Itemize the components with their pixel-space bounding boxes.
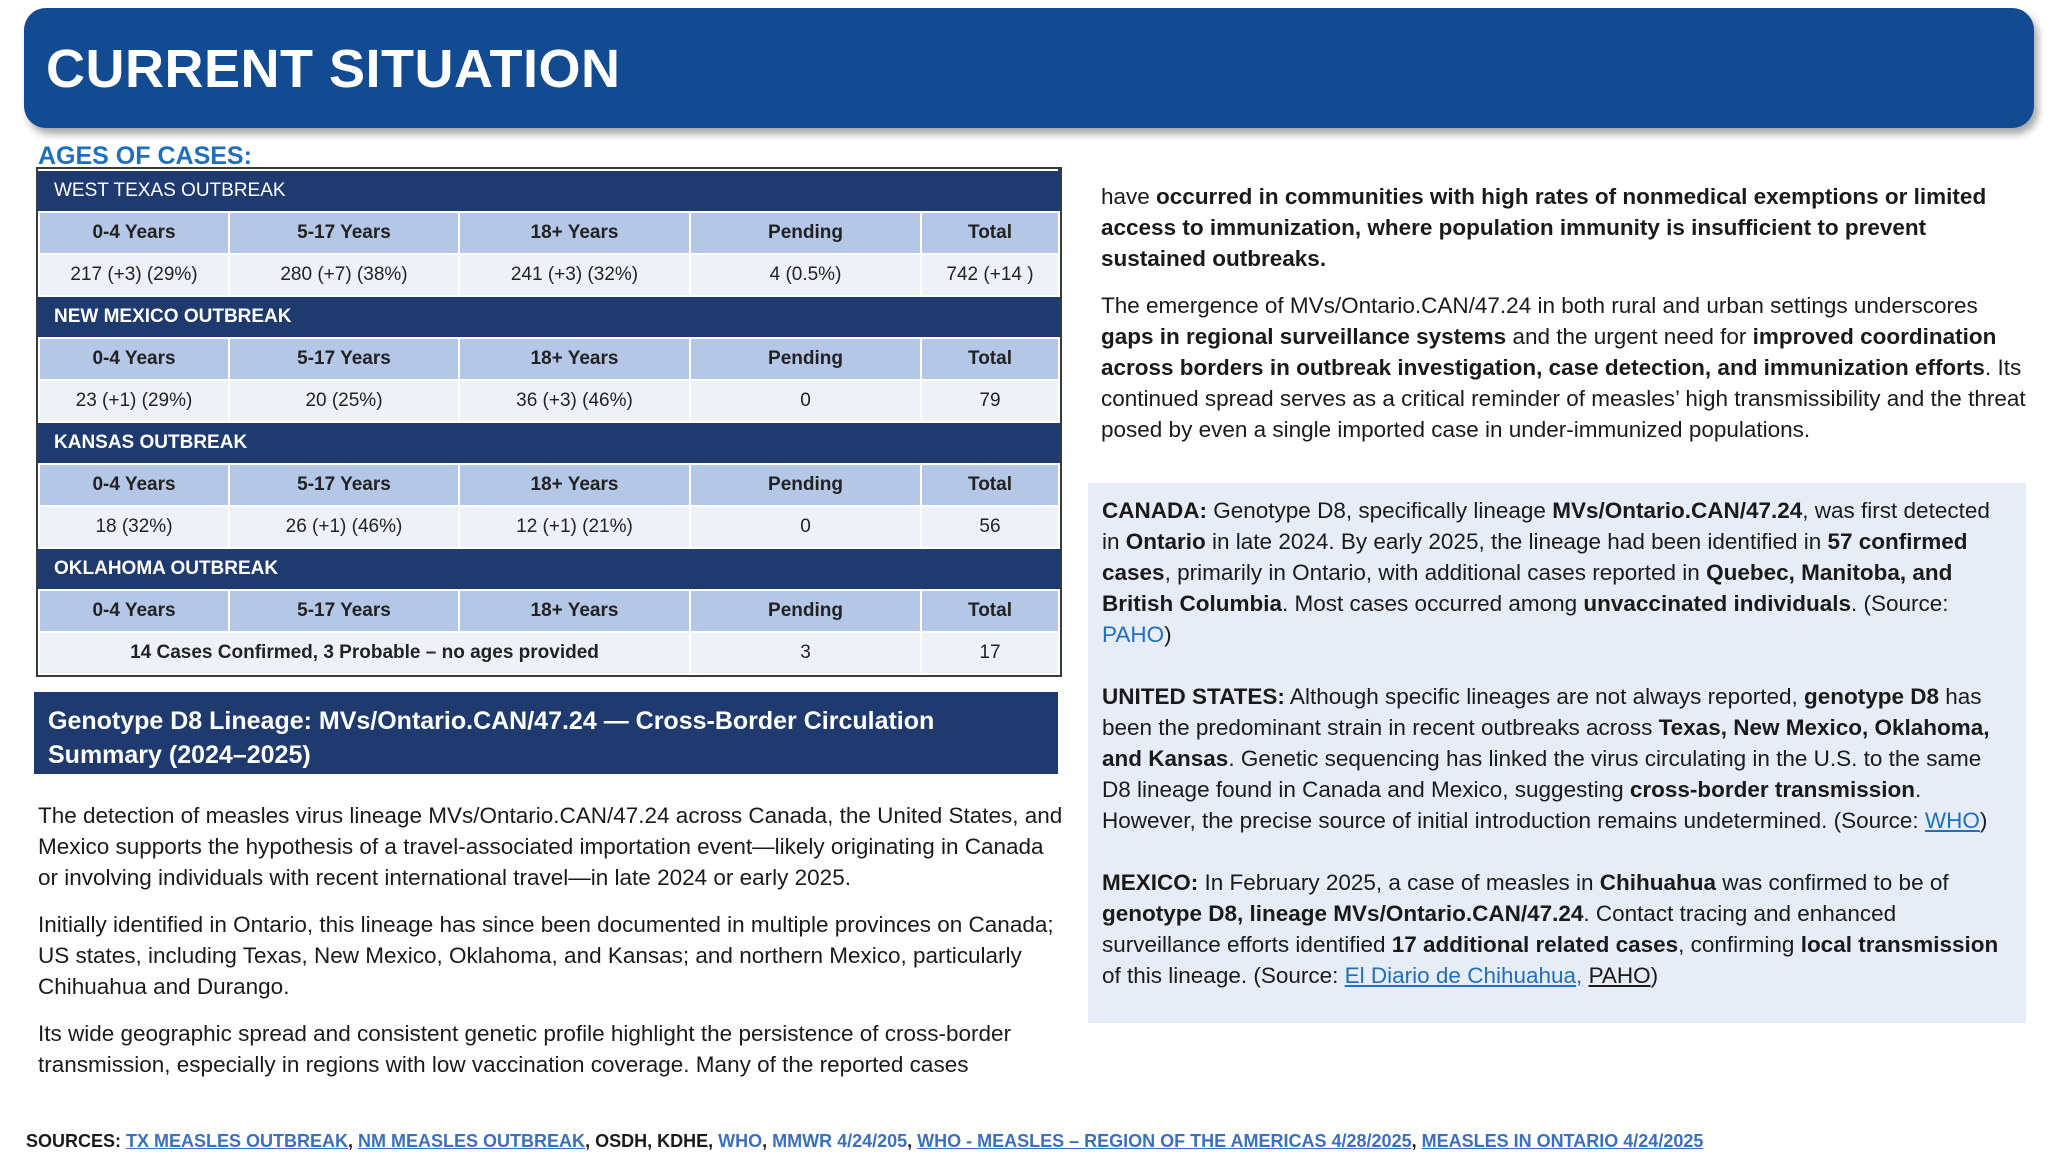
column-header: 18+ Years bbox=[459, 338, 690, 380]
column-header: Total bbox=[921, 338, 1059, 380]
source-link[interactable]: WHO bbox=[718, 1131, 763, 1151]
bold-text: improved coordination across borders in outbreak investigation, case detection, and immunization efforts bbox=[1101, 324, 1997, 380]
text-span: have bbox=[1101, 184, 1157, 209]
outbreak-header-row bbox=[39, 296, 1059, 338]
column-header: 5-17 Years bbox=[229, 590, 459, 632]
table-cell: 280 (+7) (38%) bbox=[229, 254, 459, 296]
text-span: . (Source: bbox=[1850, 591, 1949, 616]
table-cell: 23 (+1) (29%) bbox=[39, 380, 229, 422]
column-header: 18+ Years bbox=[459, 464, 690, 506]
column-header: 0-4 Years bbox=[39, 464, 229, 506]
text-span: and the urgent need for bbox=[1506, 324, 1753, 349]
text-span: , was first detected in bbox=[1102, 498, 1990, 554]
regional-summary-box bbox=[1088, 483, 2026, 1023]
table-cell: 0 bbox=[690, 506, 921, 548]
paho-link[interactable]: PAHO bbox=[1102, 622, 1165, 647]
sources-label: SOURCES: bbox=[26, 1131, 127, 1151]
column-header: Pending bbox=[690, 590, 921, 632]
table-cell: 20 (25%) bbox=[229, 380, 459, 422]
sources-footer bbox=[26, 1131, 1703, 1152]
table-row bbox=[39, 380, 1059, 422]
region-label: MEXICO: bbox=[1102, 870, 1199, 895]
canada-paragraph bbox=[1102, 495, 2012, 650]
paragraph bbox=[1101, 290, 2029, 445]
right-body-text bbox=[1101, 181, 2029, 461]
table-cell: 56 bbox=[921, 506, 1059, 548]
text-span: ) bbox=[1650, 963, 1659, 988]
table-cell: 79 bbox=[921, 380, 1059, 422]
paragraph: The detection of measles virus lineage MVs/Ontario.CAN/47.24 across Canada, the United States, and Mexico supports the hypothesis of a travel-associated importation event—likely originating in Canada or involving individuals with recent international travel—in late 2024 or early 2025. bbox=[38, 803, 1063, 890]
genotype-summary-box bbox=[34, 692, 1058, 774]
text-span: . Its continued spread serves as a critical reminder of measles’ high transmissibility and the threat posed by even a single imported case in under-immunized populations. bbox=[1101, 355, 2026, 442]
column-header: Total bbox=[921, 212, 1059, 254]
bold-text: genotype D8, lineage MVs/Ontario.CAN/47.24 bbox=[1102, 901, 1584, 926]
bold-text: 57 confirmed cases bbox=[1102, 529, 1968, 585]
bold-text: Ontario bbox=[1125, 529, 1206, 554]
table-row bbox=[39, 506, 1059, 548]
table-cell: 3 bbox=[690, 632, 921, 674]
outbreak-name: WEST TEXAS OUTBREAK bbox=[39, 170, 1059, 212]
outbreak-header-row bbox=[39, 422, 1059, 464]
column-header: Pending bbox=[690, 464, 921, 506]
text-span: , bbox=[348, 1131, 359, 1151]
outbreak-name: OKLAHOMA OUTBREAK bbox=[39, 548, 1059, 590]
column-header: Pending bbox=[690, 212, 921, 254]
table-cell: 12 (+1) (21%) bbox=[459, 506, 690, 548]
table-row bbox=[39, 254, 1059, 296]
text-span: . However, the precise source of initial introduction remains undetermined. (Source: bbox=[1102, 777, 1925, 833]
table-cell: 742 (+14 ) bbox=[921, 254, 1059, 296]
bold-text: Texas, New Mexico, Oklahoma, and Kansas bbox=[1102, 715, 1990, 771]
table-cell-note: 14 Cases Confirmed, 3 Probable – no ages provided bbox=[39, 632, 690, 674]
bold-text: cross-border transmission bbox=[1629, 777, 1915, 802]
text-span: , bbox=[762, 1131, 773, 1151]
column-header-row bbox=[39, 464, 1059, 506]
outbreak-name: NEW MEXICO OUTBREAK bbox=[39, 296, 1059, 338]
column-header: 0-4 Years bbox=[39, 338, 229, 380]
table-cell: 17 bbox=[921, 632, 1059, 674]
text-span: , bbox=[907, 1131, 918, 1151]
paragraph: Initially identified in Ontario, this lineage has since been documented in multiple provinces on Canada; US states, including Texas, New Mexico, Oklahoma, and Kansas; and northern Mexico, particularly Chihuahua and Durango. bbox=[38, 912, 1054, 999]
mexico-paragraph bbox=[1102, 867, 2012, 991]
table-cell: 18 (32%) bbox=[39, 506, 229, 548]
text-span: , primarily in Ontario, with additional cases reported in bbox=[1164, 560, 1707, 585]
el-diario-link[interactable]: El Diario de Chihuahua, bbox=[1344, 963, 1583, 988]
bold-text: Quebec, Manitoba, and British Columbia bbox=[1102, 560, 1953, 616]
outbreak-header-row bbox=[39, 548, 1059, 590]
table-cell: 4 (0.5%) bbox=[690, 254, 921, 296]
text-span: was confirmed to be of bbox=[1715, 870, 1949, 895]
source-link[interactable]: TX MEASLES OUTBREAK bbox=[126, 1131, 349, 1151]
bold-text: MVs/Ontario.CAN/47.24 bbox=[1552, 498, 1803, 523]
ages-of-cases-title: AGES OF CASES: bbox=[38, 142, 252, 170]
column-header: 5-17 Years bbox=[229, 338, 459, 380]
ages-of-cases-table bbox=[38, 169, 1060, 675]
region-label: UNITED STATES: bbox=[1102, 684, 1285, 709]
source-link[interactable]: NM MEASLES OUTBREAK bbox=[358, 1131, 586, 1151]
table-cell: 26 (+1) (46%) bbox=[229, 506, 459, 548]
text-span: The emergence of MVs/Ontario.CAN/47.24 in both rural and urban settings underscores bbox=[1101, 293, 1978, 318]
text-span: has been the predominant strain in recent outbreaks across bbox=[1102, 684, 1982, 740]
table-row bbox=[39, 632, 1059, 674]
bold-text: local transmission bbox=[1800, 932, 1999, 957]
bold-text: occurred in communities with high rates of nonmedical exemptions or limited access to immunization, where population immunity is insufficient to prevent sustained outbreaks. bbox=[1101, 184, 1987, 271]
column-header: 18+ Years bbox=[459, 590, 690, 632]
column-header: 5-17 Years bbox=[229, 464, 459, 506]
source-link[interactable]: MEASLES IN ONTARIO 4/24/2025 bbox=[1421, 1131, 1704, 1151]
column-header-row bbox=[39, 590, 1059, 632]
left-body-text bbox=[38, 800, 1068, 1096]
column-header-row bbox=[39, 212, 1059, 254]
bold-text: Chihuahua bbox=[1599, 870, 1716, 895]
table-cell: 241 (+3) (32%) bbox=[459, 254, 690, 296]
table-cell: 36 (+3) (46%) bbox=[459, 380, 690, 422]
table-cell: 0 bbox=[690, 380, 921, 422]
column-header: 18+ Years bbox=[459, 212, 690, 254]
genotype-summary-title: Genotype D8 Lineage: MVs/Ontario.CAN/47.24 — Cross-Border Circulation Summary (2024–2025) bbox=[48, 707, 935, 769]
bold-text: genotype D8 bbox=[1803, 684, 1940, 709]
column-header: 0-4 Years bbox=[39, 212, 229, 254]
text-span: , bbox=[1411, 1131, 1422, 1151]
text-span: In February 2025, a case of measles in bbox=[1198, 870, 1600, 895]
text-span: in late 2024. By early 2025, the lineage had been identified in bbox=[1205, 529, 1828, 554]
source-link[interactable]: MMWR 4/24/205 bbox=[772, 1131, 908, 1151]
region-label: CANADA: bbox=[1102, 498, 1207, 523]
title-banner bbox=[24, 8, 2034, 128]
text-span: ) bbox=[1979, 808, 1988, 833]
text-span: ) bbox=[1164, 622, 1172, 647]
outbreak-name: KANSAS OUTBREAK bbox=[39, 422, 1059, 464]
bold-text: gaps in regional surveillance systems bbox=[1101, 324, 1507, 349]
table-cell: 217 (+3) (29%) bbox=[39, 254, 229, 296]
united-states-paragraph bbox=[1102, 681, 2012, 836]
text-span: , confirming bbox=[1678, 932, 1801, 957]
column-header: 0-4 Years bbox=[39, 590, 229, 632]
column-header: 5-17 Years bbox=[229, 212, 459, 254]
bold-text: unvaccinated individuals bbox=[1583, 591, 1851, 616]
who-link[interactable]: WHO bbox=[1924, 808, 1980, 833]
text-span: . Genetic sequencing has linked the virus circulating in the U.S. to the same D8 lineage found in Canada and Mexico, suggesting bbox=[1102, 746, 1982, 802]
text-span: of this lineage. (Source: bbox=[1102, 963, 1345, 988]
column-header: Total bbox=[921, 464, 1059, 506]
paho-link[interactable]: PAHO bbox=[1588, 963, 1651, 988]
column-header: Pending bbox=[690, 338, 921, 380]
outbreak-header-row bbox=[39, 170, 1059, 212]
paragraph: Its wide geographic spread and consistent genetic profile highlight the persistence of cross-border transmission, especially in regions with low vaccination coverage. Many of the reported cases bbox=[38, 1021, 1012, 1077]
page-title: CURRENT SITUATION bbox=[46, 39, 621, 99]
source-link[interactable]: WHO - MEASLES – REGION OF THE AMERICAS 4/28/2025 bbox=[917, 1131, 1412, 1151]
column-header-row bbox=[39, 338, 1059, 380]
bold-text: 17 additional related cases bbox=[1391, 932, 1679, 957]
column-header: Total bbox=[921, 590, 1059, 632]
paragraph bbox=[1101, 181, 2029, 274]
text-span: . Contact tracing and enhanced surveillance efforts identified bbox=[1102, 901, 1897, 957]
text-span: Although specific lineages are not always reported, bbox=[1284, 684, 1804, 709]
text-span: , OSDH, KDHE, bbox=[585, 1131, 719, 1151]
text-span: Genotype D8, specifically lineage bbox=[1207, 498, 1553, 523]
text-span: . Most cases occurred among bbox=[1282, 591, 1584, 616]
